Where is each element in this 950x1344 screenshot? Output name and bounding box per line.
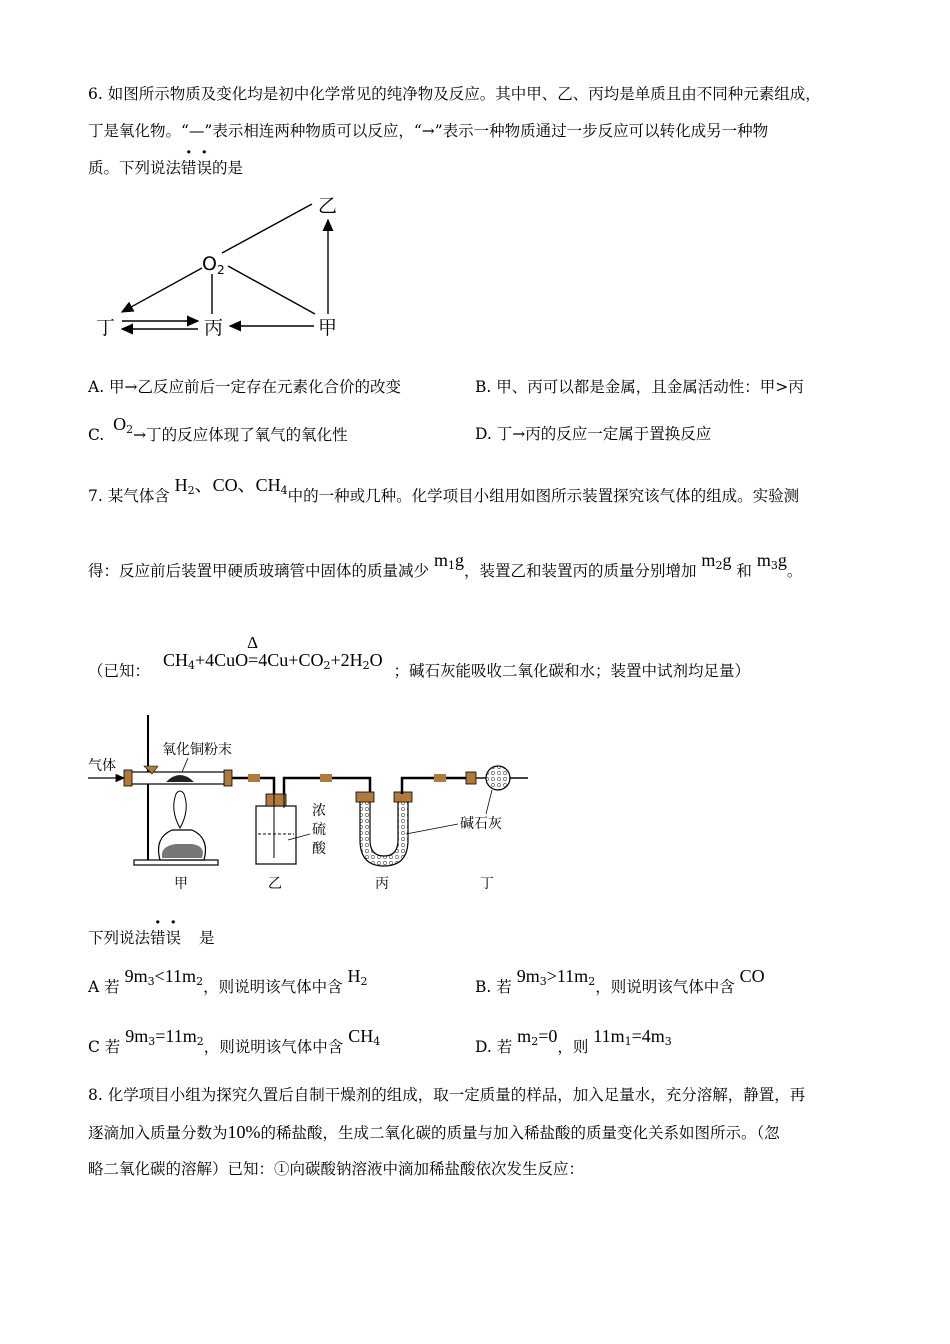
label-gas: 气体 bbox=[88, 758, 116, 774]
q7-option-b[interactable]: B. 若 $9m_3>11m_2$，则说明该气体中含 CO bbox=[475, 966, 765, 996]
alcohol-lamp-flame bbox=[174, 791, 187, 828]
q7-known: （已知： $CH_4+4CuO=$ Δ $4Cu+CO_2+2H_2O$ ；碱石灰能吸收二氧化碳和水；装置中试剂均足量） bbox=[88, 633, 751, 680]
label-ding: 丁 bbox=[480, 876, 494, 892]
q7-prompt: 下列说法错误 是 bbox=[88, 929, 215, 947]
joint-2 bbox=[320, 774, 332, 782]
emphasis-cuo: 错 bbox=[181, 159, 197, 177]
q6-line-1: 6. 如图所示物质及变化均是初中化学常见的纯净物及反应。其中甲、乙、丙均是单质且由不同种元素组成， bbox=[88, 85, 821, 103]
wash-bottle-neck bbox=[266, 794, 286, 806]
node-bing: 丙 bbox=[204, 317, 224, 339]
q6-option-d[interactable]: D. 丁→丙的反应一定属于置换反应 bbox=[475, 425, 712, 443]
q7-option-a[interactable]: A 若 $9m_3<11m_2$，则说明该气体中含 $H_2$ bbox=[88, 966, 368, 996]
stopper-right bbox=[224, 770, 232, 786]
cuo-leader bbox=[182, 758, 188, 772]
joint-1 bbox=[248, 774, 260, 782]
wash-bottle bbox=[256, 806, 296, 864]
node-yi: 乙 bbox=[318, 195, 338, 217]
q6-line-2: 丁是氧化物。“—”表示相连两种物质可以反应，“→”表示一种物质通过一步反应可以转化成另一种物 bbox=[88, 122, 769, 140]
q6-relation-diagram bbox=[90, 190, 360, 350]
u-tube bbox=[360, 798, 408, 866]
node-ding: 丁 bbox=[96, 317, 116, 339]
q8-line-1: 8. 化学项目小组为探究久置后自制干燥剂的组成，取一定质量的样品，加入足量水，充分溶解，静置，再 bbox=[88, 1086, 806, 1104]
q7-line-1: 7. 某气体含 $H_2$、CO、$CH_4$中的一种或几种。化学项目小组用如图所示装置探究该气体的组成。实验测 bbox=[88, 475, 800, 505]
label-bing: 丙 bbox=[375, 876, 389, 892]
arrow-o2-ding bbox=[122, 268, 202, 312]
label-cuo: 氧化铜粉末 bbox=[162, 742, 232, 758]
q6-option-b[interactable]: B. 甲、丙可以都是金属，且金属活动性：甲>丙 bbox=[475, 378, 804, 396]
q7-option-d[interactable]: D. 若 $m_2=0$，则 $11m_1=4m_3$ bbox=[475, 1026, 672, 1056]
emphasis-wu: 误 bbox=[196, 159, 213, 177]
q7-line-2: 得：反应前后装置甲硬质玻璃管中固体的质量减少 $m_1g$，装置乙和装置丙的质量分别增加 $m_2g$ 和 $m_3g$。 bbox=[88, 550, 803, 580]
q8-line-3: 略二氧化碳的溶解）已知：①向碳酸钠溶液中滴加稀盐酸依次发生反应： bbox=[88, 1160, 585, 1178]
drying-tube-bulb bbox=[486, 766, 510, 790]
node-o2: $O_2$ bbox=[202, 253, 225, 277]
q6-line-3: 质。下列说法错误的是 bbox=[88, 159, 244, 177]
lime-leader-1 bbox=[406, 824, 458, 834]
node-jia: 甲 bbox=[318, 317, 338, 339]
drying-tube-stopper bbox=[466, 772, 476, 784]
edge-o2-yi bbox=[222, 204, 312, 253]
u-stopper-left bbox=[356, 792, 374, 802]
stopper-left bbox=[124, 770, 132, 786]
iron-stand-base bbox=[134, 860, 218, 865]
label-yi: 乙 bbox=[268, 876, 282, 892]
label-lime: 碱石灰 bbox=[460, 816, 502, 832]
q8-line-2: 逐滴加入质量分数为10%的稀盐酸，生成二氧化碳的质量与加入稀盐酸的质量变化关系如图所示。（忽 bbox=[88, 1122, 780, 1142]
lime-leader-2 bbox=[486, 790, 492, 814]
label-acid-2: 硫 bbox=[312, 822, 326, 838]
edge-o2-jia bbox=[228, 266, 315, 314]
label-jia: 甲 bbox=[174, 876, 188, 892]
q6-option-a[interactable]: A. 甲→乙反应前后一定存在元素化合价的改变 bbox=[88, 378, 402, 396]
joint-3 bbox=[434, 774, 446, 782]
label-acid-1: 浓 bbox=[312, 803, 326, 819]
reaction-equation: $CH_4+4CuO=$ Δ $4Cu+CO_2+2H_2O$ bbox=[162, 633, 383, 672]
q6-option-c[interactable]: C. $O_2\to$丁的反应体现了氧气的氧化性 bbox=[88, 414, 348, 444]
label-acid-3: 酸 bbox=[312, 841, 326, 857]
q7-apparatus-diagram bbox=[88, 710, 538, 900]
q7-option-c[interactable]: C 若 $9m_3=11m_2$，则说明该气体中含 $CH_4$ bbox=[88, 1026, 381, 1056]
